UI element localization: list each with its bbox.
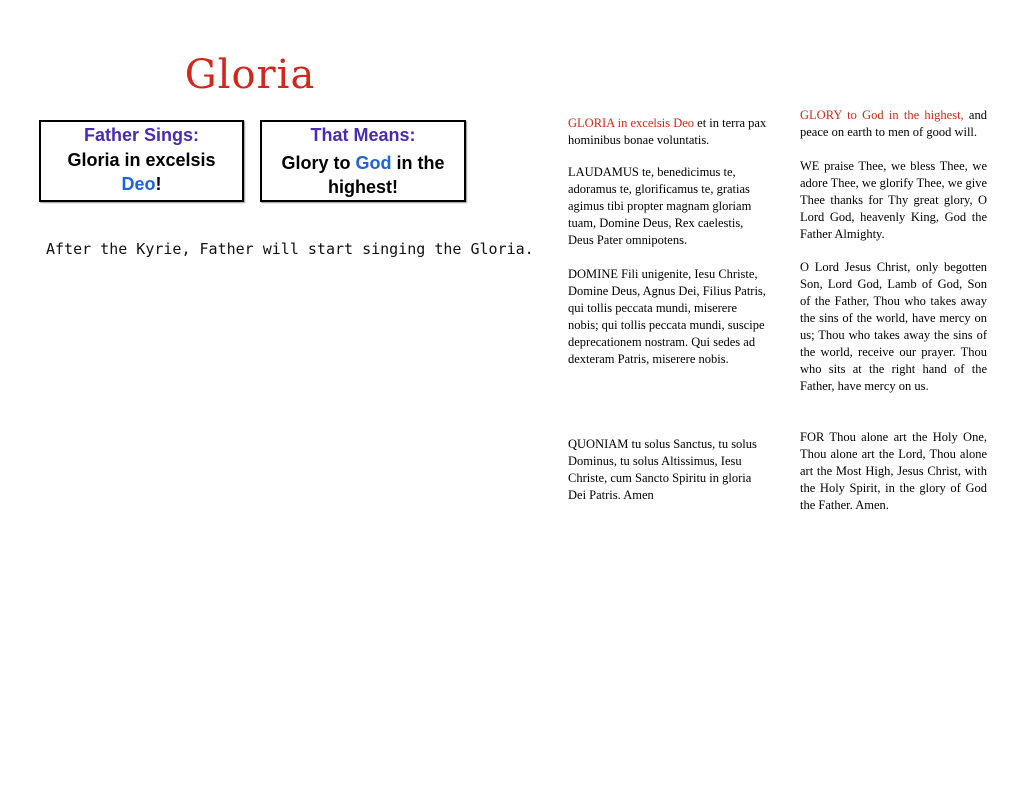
- father-sings-heading: Father Sings:: [83, 125, 199, 145]
- exclamation: !: [155, 174, 162, 194]
- intro-text: After the Kyrie, Father will start singing the Gloria.: [46, 240, 534, 258]
- english-p1-red: GLORY to God in the highest,: [800, 108, 964, 122]
- latin-paragraph-3: DOMINE Fili unigenite, Iesu Christe, Domine Deus, Agnus Dei, Filius Patris, qui tollis peccata mundi, miserere nobis; qui tollis peccata mundi, suscipe deprecationem nostram. Qui sedes ad dexteram Patris, miserere nobis.: [568, 267, 766, 366]
- page-title: Gloria: [184, 52, 316, 98]
- that-means-heading: That Means:: [310, 125, 416, 145]
- that-means-box: [260, 120, 466, 202]
- english-paragraph-4: FOR Thou alone art the Holy One, Thou alone art the Lord, Thou alone art the Most High, Jesus Christ, with the Holy Spirit, in the glory of God the Father. Amen.: [800, 430, 987, 512]
- father-sings-line2: [41, 172, 242, 196]
- latin-p1-rest: et in terra pax hominibus bonae voluntatis.: [568, 116, 767, 147]
- latin-paragraph-2: LAUDAMUS te, benedicimus te, adoramus te, glorificamus te, gratias agimus tibi propter magnam gloriam tuam, Domine Deus, Rex caelestis, Deus Pater omnipotens.: [568, 165, 752, 247]
- father-sings-text: [41, 148, 242, 196]
- that-means-line1: [262, 151, 464, 175]
- english-paragraph-3: O Lord Jesus Christ, only begotten Son, Lord God, Lamb of God, Son of the Father, Thou who takes away the sins of the world, have mercy on us; Thou who takes away the sins of the world, receive our prayer. Thou who sits at the right hand of the Father, have mercy on us.: [800, 260, 987, 393]
- deo-highlight: Deo: [121, 174, 156, 194]
- father-sings-line1: Gloria in excelsis: [67, 150, 216, 170]
- that-means-text: [262, 151, 464, 199]
- father-sings-box: [39, 120, 244, 202]
- english-paragraph-2: WE praise Thee, we bless Thee, we adore Thee, we glorify Thee, we give Thee thanks for Thy great glory, O Lord God, heavenly King, God the Father Almighty.: [800, 159, 987, 241]
- latin-paragraph-1: [568, 115, 768, 149]
- latin-p1-red: GLORIA in excelsis Deo: [568, 116, 695, 130]
- god-highlight: God: [355, 153, 392, 173]
- line1-post: in the: [391, 153, 445, 173]
- that-means-line2: highest!: [328, 177, 398, 197]
- english-p1-rest: and peace on earth to men of good will.: [800, 108, 987, 139]
- english-paragraph-1: [800, 107, 987, 141]
- latin-paragraph-4: QUONIAM tu solus Sanctus, tu solus Dominus, tu solus Altissimus, Iesu Christe, cum Sancto Spiritu in gloria Dei Patris. Amen: [568, 437, 757, 502]
- line1-pre: Glory to: [281, 153, 356, 173]
